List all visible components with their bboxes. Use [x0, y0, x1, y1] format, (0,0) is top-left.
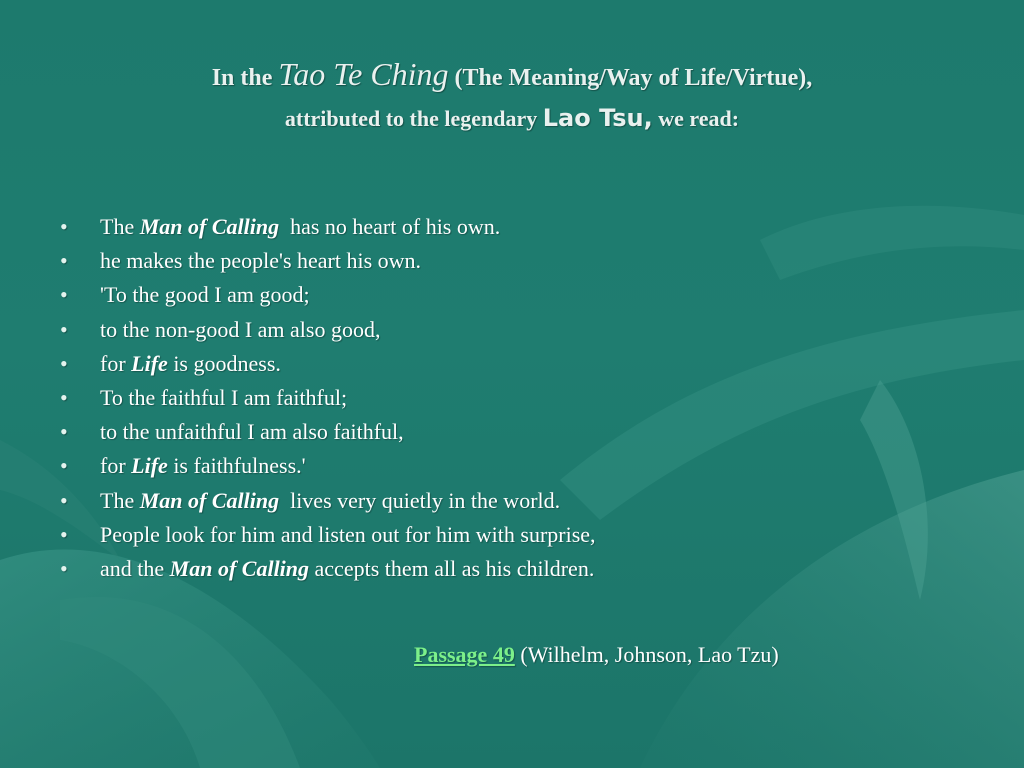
bullet-glyph: •: [60, 350, 68, 376]
bullet-item: [60, 244, 960, 278]
bullet-glyph: •: [60, 214, 68, 239]
slide-title: [0, 52, 1024, 137]
bullet-item: [60, 347, 960, 381]
citation-sources: (Wilhelm, Johnson, Lao Tzu): [514, 642, 779, 667]
bullet-text: to the non-good I am also good,: [100, 316, 381, 342]
bullet-text: for: [100, 350, 132, 376]
bullet-emphasis: Life: [131, 350, 168, 376]
book-title: Tao Te Ching: [278, 56, 449, 92]
bullet-item: [60, 381, 960, 415]
bullet-item: [60, 313, 960, 347]
bullet-item: [60, 210, 960, 244]
bullet-text-tail: lives very quietly in the world.: [279, 487, 561, 513]
bullet-glyph: •: [60, 453, 68, 479]
bullet-glyph: •: [60, 556, 68, 582]
title-we-read: we read:: [652, 106, 740, 131]
title-subtitle: (The Meaning/Way of Life/Virtue),: [448, 65, 813, 91]
bullet-text: for: [100, 453, 132, 479]
bullet-glyph: •: [60, 316, 68, 342]
passage-link[interactable]: Passage 49: [414, 642, 515, 667]
author-name: Lao Tsu,: [542, 104, 653, 132]
bullet-list: [60, 210, 960, 586]
bullet-text: People look for him and listen out for him with surprise,: [100, 521, 596, 547]
bullet-glyph: •: [60, 385, 68, 411]
bullet-glyph: •: [60, 419, 68, 445]
bullet-text: To the faithful I am faithful;: [100, 385, 348, 411]
bullet-text-tail: has no heart of his own.: [279, 214, 501, 239]
bullet-item: [60, 552, 960, 586]
bullet-text: and the: [100, 556, 170, 582]
bullet-glyph: •: [60, 248, 68, 274]
bullet-emphasis: Man of Calling: [139, 487, 280, 513]
bullet-text-tail: is faithfulness.': [167, 453, 306, 479]
bullet-emphasis: Man of Calling: [139, 214, 280, 239]
bullet-text: to the unfaithful I am also faithful,: [100, 419, 404, 445]
bullet-item: [60, 518, 960, 552]
citation: [414, 642, 779, 668]
bullet-text-tail: accepts them all as his children.: [309, 556, 595, 582]
bullet-emphasis: Man of Calling: [169, 556, 310, 582]
title-line-2: [0, 100, 1024, 137]
title-prefix: In the: [211, 65, 279, 91]
title-attribution: attributed to the legendary: [284, 106, 543, 131]
bullet-glyph: •: [60, 487, 68, 513]
title-line-1: [0, 52, 1024, 100]
bullet-glyph: •: [60, 521, 68, 547]
bullet-item: [60, 449, 960, 483]
bullet-item: [60, 278, 960, 312]
bullet-text: 'To the good I am good;: [100, 282, 310, 308]
bullet-text-tail: is goodness.: [167, 350, 281, 376]
bullet-item: [60, 415, 960, 449]
bullet-item: [60, 484, 960, 518]
bullet-text: The: [100, 487, 140, 513]
bullet-text: The: [100, 214, 140, 239]
bullet-glyph: •: [60, 282, 68, 308]
bullet-emphasis: Life: [131, 453, 168, 479]
bullet-text: he makes the people's heart his own.: [100, 248, 422, 274]
